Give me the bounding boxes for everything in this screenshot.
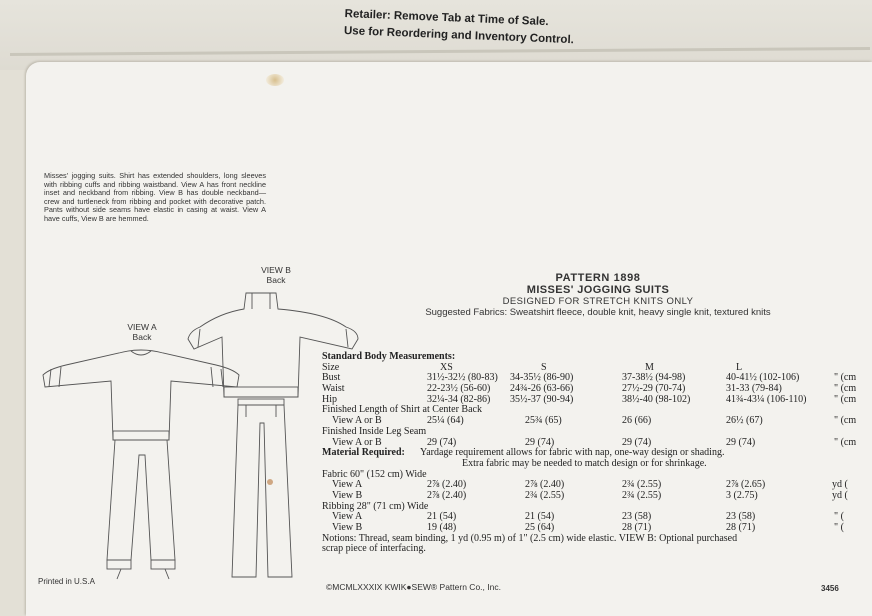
view-b-name: VIEW B (261, 265, 291, 275)
pattern-number: PATTERN 1898 (555, 272, 641, 284)
pattern-envelope-back: Misses' jogging suits. Shirt has extended shoulders, long sleeves with ribbing cuffs and ribbing waistband. View A has front neckline inset and neckband from ribbing. View B has double neckband—crew and turtleneck from ribbing and pocket with decorative patch. Pants without side seams have elastic in casing at waist. View A have cuffs, View B are hemmed. VIEW A Back VIEW B Back PATTERN 1898 MISSES' JOGGING SUITS DESIGNED FOR STRETCH KNITS ONLY Suggested Fabrics: Sweatshirt fleece, double knit, heavy single knit, textured knits Standard Body Measurements: Size XS S M L Bust 31½-32½ (80-83) 34-35½ (86-90) 37-38½ (94-98) 40-41½ (102-106) " (cm Waist 22-23½ (56-60) 24¾-26 (63-66) 27½-29 (70-74) 31-33 (79-84) " (cm Hip 32¼-34 (82-86) 35½-37 (90-94) 38½-40 (98-102) 41¾-43¼ (106-110) " (cm Finished Length of Shirt at Center Back View A or B 25¼ (64) 25¾ (65) 26 (66) 26½ (67) " (cm Finished Inside Leg Seam View A or B 29 (74) 29 (74) 29 (74) 29 (74) " (cm Material Required: Yardage requirement allows for fabric with nap, one-way design or shading. Extra fabric may be needed to match design or for shrinkage. Fabric 60" (152 cm) Wide View A 2⅞ (2.40) 2⅞ (2.40) 2¾ (2.55) 2⅞ (2.65) yd ( View B 2⅞ (2.40) 2¾ (2.55) 2¾ (2.55) 3 (2.75) yd ( Ribbing 28" (71 cm) Wide View A 21 (54) 21 (54) 23 (58) 23 (58) " ( View B 19 (48) 25 (64) 28 (71) 28 (71) " ( Notions: Thread, seam binding, 1 yd (0.95 m) of 1" (2.5 cm) wide elastic. VIEW B: Optional purchased scrap piece of interfacing. Printed in U.S.A ©MCMLXXXIX KWIK●SEW® Pattern Co., Inc. 3456 (26, 62, 872, 616)
pattern-subtitle: DESIGNED FOR STRETCH KNITS ONLY (502, 296, 694, 307)
retailer-note-line: Use for Reordering and Inventory Control. (343, 24, 575, 47)
copyright-line: ©MCMLXXXIX KWIK●SEW® Pattern Co., Inc. (326, 582, 501, 592)
pattern-title: MISSES' JOGGING SUITS (526, 284, 670, 296)
envelope-flap (0, 0, 872, 70)
size-s: S (541, 361, 547, 373)
size-xs: XS (440, 361, 453, 373)
size-l: L (736, 361, 743, 373)
view-a-name: VIEW A (127, 322, 157, 332)
pattern-header (358, 272, 838, 318)
view-b-label (244, 265, 308, 285)
size-m: M (645, 361, 654, 373)
retailer-note (344, 6, 645, 52)
view-a-side: Back (132, 332, 152, 342)
page-number: 3456 (821, 584, 839, 593)
retailer-note-line: Retailer: Remove Tab at Time of Sale. (344, 7, 549, 29)
suggested-fabrics: Suggested Fabrics: Sweatshirt fleece, double knit, heavy single knit, textured knits (425, 307, 771, 318)
flap-fold-line (10, 47, 870, 56)
paper-stain (266, 74, 284, 86)
pattern-description: Misses' jogging suits. Shirt has extended shoulders, long sleeves with ribbing cuffs and ribbing waistband. View A has front neckline inset and neckband from ribbing. View B has double neckband—crew and turtleneck from ribbing and pocket with decorative patch. Pants without side seams have elastic in casing at waist. View A have cuffs, View B are hemmed. (44, 171, 266, 223)
printed-in-label: Printed in U.S.A (38, 577, 95, 586)
stain-spot (267, 479, 273, 485)
envelope-left-edge (0, 30, 26, 616)
view-b-side: Back (266, 275, 286, 285)
material-heading: Material Required: (322, 447, 405, 459)
view-a-label (110, 322, 174, 342)
